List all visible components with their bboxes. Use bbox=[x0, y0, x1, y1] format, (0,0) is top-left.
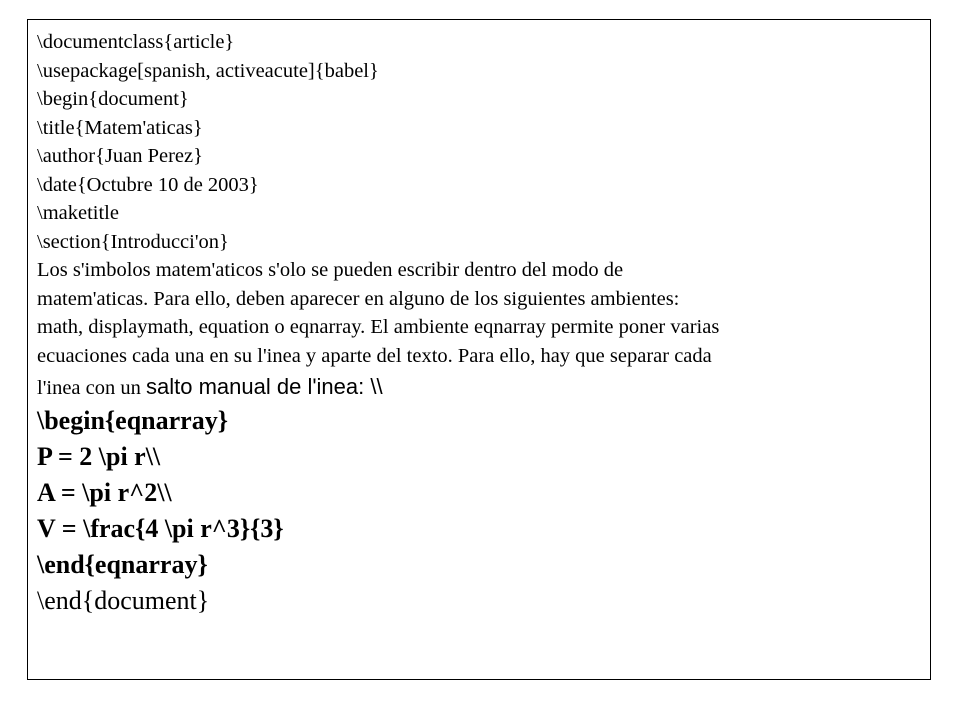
paragraph-line: ecuaciones cada una en su l'inea y aparte del texto. Para ello, hay que separar cada bbox=[37, 344, 712, 367]
eqn-line-end: \end{eqnarray} bbox=[37, 550, 208, 579]
code-line-date: \date{Octubre 10 de 2003} bbox=[37, 173, 259, 196]
paragraph-line: matem'aticas. Para ello, deben aparecer en alguno de los siguientes ambientes: bbox=[37, 287, 680, 310]
paragraph-last-line-serif: l'inea con un bbox=[37, 377, 147, 399]
code-line-usepackage: \usepackage[spanish, activeacute]{babel} bbox=[37, 59, 379, 82]
paragraph-last-line-sans: salto manual de l'inea: \\ bbox=[146, 374, 383, 399]
eqn-line-begin: \begin{eqnarray} bbox=[37, 406, 228, 435]
code-line-title: \title{Matem'aticas} bbox=[37, 116, 203, 139]
paragraph-line: Los s'imbolos matem'aticos s'olo se pueden escribir dentro del modo de bbox=[37, 259, 624, 281]
code-line-author: \author{Juan Perez} bbox=[37, 145, 203, 167]
eqn-line-area: A = \pi r^2\\ bbox=[37, 478, 172, 507]
eqn-line-volume: V = \frac{4 \pi r^3}{3} bbox=[37, 514, 284, 543]
paragraph-last-line bbox=[37, 370, 921, 403]
latex-source bbox=[37, 28, 921, 619]
code-line-documentclass: \documentclass{article} bbox=[37, 31, 235, 53]
code-line-section: \section{Introducci'on} bbox=[37, 230, 229, 253]
paragraph-line: math, displaymath, equation o eqnarray. El ambiente eqnarray permite poner varias bbox=[37, 316, 720, 338]
latex-code-box bbox=[27, 19, 931, 680]
code-line-end-document: \end{document} bbox=[37, 586, 210, 615]
code-line-begin-document: \begin{document} bbox=[37, 88, 189, 110]
eqn-line-perimeter: P = 2 \pi r\\ bbox=[37, 442, 161, 471]
code-line-maketitle: \maketitle bbox=[37, 202, 119, 224]
